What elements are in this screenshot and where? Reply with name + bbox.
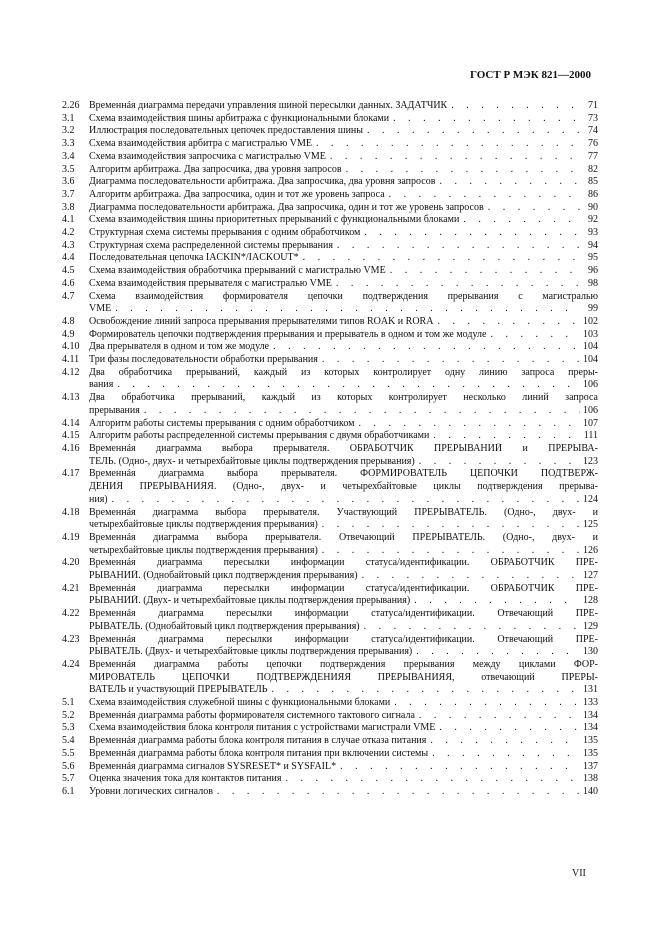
toc-entry-page: 124 xyxy=(583,493,598,505)
toc-entry-page: 92 xyxy=(588,214,598,226)
toc-entry-number: 4.7 xyxy=(62,290,75,302)
toc-entry xyxy=(62,786,598,799)
toc-entry-number: 2.26 xyxy=(62,100,80,111)
toc-entry-title-line: Схема взаимодействия формирователя цепочки подтверждения прерывания с магистралью xyxy=(89,290,598,302)
toc-entry-page: 104 xyxy=(583,354,598,366)
toc-entry-page: 93 xyxy=(588,227,598,239)
toc-entry-number: 4.15 xyxy=(62,430,80,442)
toc-entry-title-line: Временнáя диаграмма передачи управления шиной пересылки данных. ЗАДАТЧИК xyxy=(89,100,448,111)
toc-entry-title-line: Схема взаимодействия шины приоритетных прерываний с функциональными блоками xyxy=(89,214,460,226)
toc-entry-title-line: Схема взаимодействия запросчика с магистралью VME xyxy=(89,150,326,162)
page-number: VII xyxy=(572,868,586,879)
toc-entry xyxy=(62,291,598,316)
toc-entry-number: 5.1 xyxy=(62,697,75,709)
toc-entry xyxy=(62,634,598,659)
toc-entry-title-line: Временнáя диаграмма выбора прерывателя. Участвующий ПРЕРЫВАТЕЛЬ. (Одно-, двух- и xyxy=(89,506,598,518)
toc-entry-title-line: Структурная схема системы прерывания с одним обработчиком xyxy=(89,227,361,239)
toc-entry-title-line: Временнáя диаграмма выбора прерывателя. Отвечающий ПРЕРЫВАТЕЛЬ. (Одно-, двух- и xyxy=(89,531,598,543)
toc-entry-page: 73 xyxy=(588,112,598,124)
toc-entry-title-line: Временнáя диаграмма работы цепочки подтверждения прерывания между циклами ФОР- xyxy=(89,658,598,670)
toc-entry xyxy=(62,583,598,608)
toc-leader-dots xyxy=(435,176,580,189)
toc-entry-page: 123 xyxy=(583,455,598,467)
toc-leader-dots xyxy=(429,430,580,443)
toc-entry-title-line: Схема взаимодействия шины арбитража с функциональными блоками xyxy=(89,112,390,124)
toc-entry-page: 102 xyxy=(583,315,598,327)
toc-entry-number: 4.5 xyxy=(62,265,75,277)
toc-leader-dots xyxy=(428,748,580,761)
toc-entry-title-line: Два обработчика прерываний, каждый из которых контролирует несколько линий запроса xyxy=(89,392,598,404)
toc-leader-dots xyxy=(213,786,580,799)
toc-entry-number: 5.6 xyxy=(62,760,75,772)
toc-entry-title-line: VME xyxy=(89,303,112,315)
toc-entry-number: 4.10 xyxy=(62,341,80,353)
toc-entry xyxy=(62,761,598,774)
toc-entry-title-line: ния) xyxy=(89,493,108,505)
toc-entry-page: 94 xyxy=(588,239,598,251)
toc-entry-page: 98 xyxy=(588,277,598,289)
toc-leader-dots xyxy=(390,697,580,710)
toc-leader-dots xyxy=(447,100,580,113)
toc-leader-dots xyxy=(281,773,580,786)
toc-entry-title-line: Уровни логических сигналов xyxy=(89,785,213,797)
toc-entry-title-line: РЫВАНИЙ. (Двух- и четырехбайтовые циклы подтверждения прерывания) xyxy=(89,595,411,607)
toc-entry-title-line: Временнáя диаграмма пересылки информации статуса/идентификации. ОБРАБОТЧИК ПРЕ- xyxy=(89,582,598,594)
toc-entry-page: 76 xyxy=(588,138,598,150)
toc-leader-dots xyxy=(385,189,580,202)
toc-entry-title-line: Два прерывателя в одном и том же модуле xyxy=(89,341,270,353)
toc-entry-number: 4.19 xyxy=(62,531,80,543)
toc-entry-page: 74 xyxy=(588,125,598,137)
toc-entry-title-line: ДЕНИЯ ПРЕРЫВАНИЯЯ. (Одно-, двух- и четырехбайтовые циклы подтверждения прерыва- xyxy=(89,481,598,493)
toc-entry-title-line: четырехбайтовые циклы подтверждения прерывания) xyxy=(89,544,318,556)
toc-entry-title-line: вания xyxy=(89,379,114,391)
toc-entry xyxy=(62,252,598,265)
toc-entry-number: 4.18 xyxy=(62,506,80,518)
toc-entry-page: 134 xyxy=(583,709,598,721)
toc-entry-number: 4.12 xyxy=(62,366,80,378)
toc-entry xyxy=(62,341,598,354)
toc-entry xyxy=(62,748,598,761)
toc-entry xyxy=(62,100,598,113)
toc-entry-page: 135 xyxy=(583,747,598,759)
toc-entry xyxy=(62,113,598,126)
toc-entry-page: 90 xyxy=(588,201,598,213)
toc-entry-title-line: Временнáя диаграмма пересылки информации статуса/идентификации. ОБРАБОТЧИК ПРЕ- xyxy=(89,557,598,569)
toc-leader-dots xyxy=(426,735,580,748)
toc-entry xyxy=(62,430,598,443)
toc-entry-number: 3.7 xyxy=(62,188,75,200)
toc-entry-title-line: Схема взаимодействия блока контроля питания с устройствами магистрали VME xyxy=(89,722,436,734)
toc-entry xyxy=(62,507,598,532)
toc-entry-title-line: Структурная схема распределенной системы прерывания xyxy=(89,239,333,251)
toc-entry-title-line: ТЕЛЬ. (Одно-, двух- и четырехбайтовые циклы подтверждения прерывания) xyxy=(89,455,415,467)
toc-entry xyxy=(62,443,598,468)
toc-entry-title-line: Алгоритм работы распределенной системы прерывания с двумя обработчиками xyxy=(89,430,430,442)
toc-entry-number: 3.5 xyxy=(62,163,75,175)
toc-entry-page: 107 xyxy=(583,417,598,429)
toc-leader-dots xyxy=(318,354,580,367)
toc-leader-dots xyxy=(459,214,580,227)
toc-leader-dots xyxy=(389,113,580,126)
toc-leader-dots xyxy=(415,710,580,723)
toc-entry-title-line: Временнáя диаграмма выбора прерывателя. ФОРМИРОВАТЕЛЬ ЦЕПОЧКИ ПОДТВЕРЖ- xyxy=(89,468,598,480)
toc-entry xyxy=(62,735,598,748)
toc-entry-title-line: РЫВАТЕЛЬ. (Двух- и четырехбайтовые циклы подтверждения прерывания) xyxy=(89,646,413,658)
toc-entry-number: 3.3 xyxy=(62,138,75,150)
toc-entry-page: 127 xyxy=(583,570,598,582)
toc-leader-dots xyxy=(410,595,580,608)
toc-entry-number: 5.4 xyxy=(62,735,75,747)
toc-entry-number: 5.5 xyxy=(62,747,75,759)
toc-entry xyxy=(62,532,598,557)
toc-entry-page: 126 xyxy=(583,544,598,556)
toc-entry xyxy=(62,608,598,633)
toc-entry-title-line: Алгоритм арбитража. Два запросчика, один и тот же уровень запроса xyxy=(89,188,385,200)
toc-entry xyxy=(62,265,598,278)
toc-entry-title-line: Схема взаимодействия обработчика прерываний с магистралью VME xyxy=(89,265,386,277)
toc-entry-number: 3.1 xyxy=(62,112,75,124)
toc-entry xyxy=(62,278,598,291)
toc-entry-page: 106 xyxy=(583,379,598,391)
toc-entry-title-line: прерывания xyxy=(89,404,140,416)
toc-entry xyxy=(62,697,598,710)
table-of-contents xyxy=(62,100,598,799)
toc-entry-page: 133 xyxy=(583,697,598,709)
toc-leader-dots xyxy=(333,240,580,253)
toc-leader-dots xyxy=(108,494,580,507)
toc-entry-page: 135 xyxy=(583,735,598,747)
toc-entry-number: 4.24 xyxy=(62,658,80,670)
toc-entry xyxy=(62,354,598,367)
toc-entry-title-line: МИРОВАТЕЛЬ ЦЕПОЧКИ ПОДТВЕРЖДЕНИЯЯ ПРЕРЫВАНИЯЯ, отвечающий ПРЕРЫ- xyxy=(89,671,598,683)
toc-leader-dots xyxy=(140,405,580,418)
toc-entry-number: 4.14 xyxy=(62,417,80,429)
toc-leader-dots xyxy=(360,621,580,634)
toc-leader-dots xyxy=(336,761,580,774)
toc-entry-page: 104 xyxy=(583,341,598,353)
toc-entry-page: 71 xyxy=(588,100,598,111)
toc-leader-dots xyxy=(269,341,580,354)
toc-entry-page: 95 xyxy=(588,252,598,264)
toc-entry-page: 106 xyxy=(583,404,598,416)
toc-entry xyxy=(62,710,598,723)
toc-entry-number: 4.6 xyxy=(62,277,75,289)
toc-entry-number: 4.21 xyxy=(62,582,80,594)
toc-entry-number: 3.8 xyxy=(62,201,75,213)
toc-entry-title-line: Временнáя диаграмма работы блока контроля питания при включении системы xyxy=(89,747,429,759)
toc-entry-title-line: Три фазы последовательности обработки прерывания xyxy=(89,354,318,366)
toc-leader-dots xyxy=(435,722,580,735)
toc-entry-number: 4.13 xyxy=(62,392,80,404)
toc-leader-dots xyxy=(486,329,580,342)
toc-entry xyxy=(62,329,598,342)
toc-entry-number: 5.3 xyxy=(62,722,75,734)
toc-entry-title-line: РЫВАНИЙ. (Однобайтовый цикл подтверждения прерывания) xyxy=(89,570,358,582)
toc-entry-number: 4.4 xyxy=(62,252,75,264)
toc-leader-dots xyxy=(355,418,580,431)
toc-entry xyxy=(62,468,598,506)
toc-leader-dots xyxy=(318,545,580,558)
toc-entry-page: 99 xyxy=(588,303,598,315)
toc-entry-number: 5.7 xyxy=(62,773,75,785)
toc-leader-dots xyxy=(113,379,580,392)
toc-entry xyxy=(62,240,598,253)
toc-entry-number: 4.8 xyxy=(62,315,75,327)
toc-entry-title-line: Формирователь цепочки подтверждения прерывания и прерыватель в одном и том же модуле xyxy=(89,328,487,340)
toc-entry xyxy=(62,214,598,227)
toc-entry-number: 4.2 xyxy=(62,227,75,239)
toc-leader-dots xyxy=(358,570,580,583)
toc-entry-page: 125 xyxy=(583,519,598,531)
toc-entry-page: 86 xyxy=(588,188,598,200)
toc-entry-title-line: Схема взаимодействия служебной шины с функциональными блоками xyxy=(89,697,391,709)
toc-entry-page: 129 xyxy=(583,620,598,632)
toc-entry-page: 85 xyxy=(588,176,598,188)
toc-entry-number: 4.9 xyxy=(62,328,75,340)
toc-leader-dots xyxy=(318,519,580,532)
toc-entry-title-line: Диаграмма последовательности арбитража. Два запросчика, два уровня запросов xyxy=(89,176,436,188)
toc-leader-dots xyxy=(111,303,580,316)
toc-entry-number: 3.2 xyxy=(62,125,75,137)
toc-entry-page: 134 xyxy=(583,722,598,734)
toc-entry-title-line: Два обработчика прерываний, каждый из которых контролирует одну линию запроса преры- xyxy=(89,366,598,378)
toc-entry-title-line: Временнáя диаграмма работы формирователя системного тактового сигнала xyxy=(89,709,415,721)
toc-entry-title-line: Временнáя диаграмма работы блока контроля питания в случае отказа питания xyxy=(89,735,427,747)
toc-entry-page: 130 xyxy=(583,646,598,658)
toc-entry xyxy=(62,418,598,431)
toc-entry xyxy=(62,138,598,151)
toc-entry xyxy=(62,722,598,735)
toc-entry xyxy=(62,659,598,697)
toc-entry xyxy=(62,367,598,392)
toc-entry-title-line: ВАТЕЛЬ и участвующий ПРЕРЫВАТЕЛЬ xyxy=(89,684,268,696)
toc-entry-title-line: Схема взаимодействия арбитра с магистралью VME xyxy=(89,138,313,150)
toc-leader-dots xyxy=(360,227,580,240)
toc-entry-number: 4.22 xyxy=(62,608,80,620)
toc-entry xyxy=(62,176,598,189)
toc-entry-title-line: Схема взаимодействия прерывателя с магистралью VME xyxy=(89,277,332,289)
toc-entry-page: 138 xyxy=(583,773,598,785)
toc-leader-dots xyxy=(484,202,580,215)
toc-leader-dots xyxy=(342,164,580,177)
toc-entry-title-line: Временнáя диаграмма сигналов SYSRESET* и SYSFAIL* xyxy=(89,760,337,772)
toc-entry xyxy=(62,557,598,582)
toc-entry-title-line: Последовательная цепочка IACKIN*/IACKOUT* xyxy=(89,252,299,264)
toc-leader-dots xyxy=(326,151,580,164)
toc-entry-number: 4.17 xyxy=(62,468,80,480)
toc-entry-title-line: Диаграмма последовательности арбитража. Два запросчика, один и тот же уровень запросов xyxy=(89,201,484,213)
toc-leader-dots xyxy=(268,684,580,697)
toc-leader-dots xyxy=(412,646,580,659)
toc-leader-dots xyxy=(299,252,580,265)
toc-entry-number: 4.23 xyxy=(62,633,80,645)
toc-entry-page: 77 xyxy=(588,150,598,162)
toc-entry-number: 6.1 xyxy=(62,785,75,797)
toc-entry-title-line: Алгоритм работы системы прерывания с одним обработчиком xyxy=(89,417,355,429)
toc-entry-title-line: Временнáя диаграмма пересылки информации статуса/идентификации. Отвечающий ПРЕ- xyxy=(89,608,598,620)
toc-entry xyxy=(62,316,598,329)
toc-entry-title-line: Освобождение линий запроса прерывания прерывателями типов ROAK и RORA xyxy=(89,315,434,327)
toc-entry-number: 5.2 xyxy=(62,709,75,721)
toc-entry-number: 3.4 xyxy=(62,150,75,162)
toc-entry-page: 82 xyxy=(588,163,598,175)
toc-entry-title-line: четырехбайтовые циклы подтверждения прерывания) xyxy=(89,519,318,531)
toc-leader-dots xyxy=(363,125,580,138)
toc-entry-number: 4.3 xyxy=(62,239,75,251)
toc-leader-dots xyxy=(386,265,580,278)
toc-entry-page: 140 xyxy=(583,785,598,797)
toc-entry-number: 4.20 xyxy=(62,557,80,569)
toc-entry xyxy=(62,151,598,164)
toc-entry-number: 4.11 xyxy=(62,354,80,366)
toc-entry-title-line: Иллюстрация последовательных цепочек предоставления шины xyxy=(89,125,363,137)
toc-entry-page: 103 xyxy=(583,328,598,340)
toc-entry-number: 4.1 xyxy=(62,214,75,226)
toc-entry-page: 128 xyxy=(583,595,598,607)
toc-entry-number: 4.16 xyxy=(62,442,80,454)
toc-entry xyxy=(62,125,598,138)
toc-entry-page: 96 xyxy=(588,265,598,277)
toc-leader-dots xyxy=(415,456,580,469)
toc-entry-title-line: РЫВАТЕЛЬ. (Однобайтовый цикл подтверждения прерывания) xyxy=(89,620,360,632)
toc-entry-title-line: Алгоритм арбитража. Два запросчика, два уровня запросов xyxy=(89,163,342,175)
toc-entry xyxy=(62,227,598,240)
toc-leader-dots xyxy=(332,278,580,291)
toc-entry-title-line: Временнáя диаграмма выбора прерывателя. ОБРАБОТЧИК ПРЕРЫВАНИЙ и ПРЕРЫВА- xyxy=(89,442,598,454)
toc-entry-title-line: Временнáя диаграмма пересылки информации статуса/идентификации. Отвечающий ПРЕ- xyxy=(89,633,598,645)
toc-entry xyxy=(62,189,598,202)
document-header: ГОСТ Р МЭК 821—2000 xyxy=(470,69,591,81)
toc-leader-dots xyxy=(312,138,580,151)
toc-leader-dots xyxy=(433,316,580,329)
toc-entry-number: 3.6 xyxy=(62,176,75,188)
toc-entry xyxy=(62,202,598,215)
toc-entry-title-line: Оценка значения тока для контактов питания xyxy=(89,773,282,785)
toc-entry-page: 131 xyxy=(583,684,598,696)
toc-entry xyxy=(62,164,598,177)
toc-entry xyxy=(62,392,598,417)
toc-entry-page: 137 xyxy=(583,760,598,772)
toc-entry-page: 111 xyxy=(583,430,598,442)
toc-entry xyxy=(62,773,598,786)
